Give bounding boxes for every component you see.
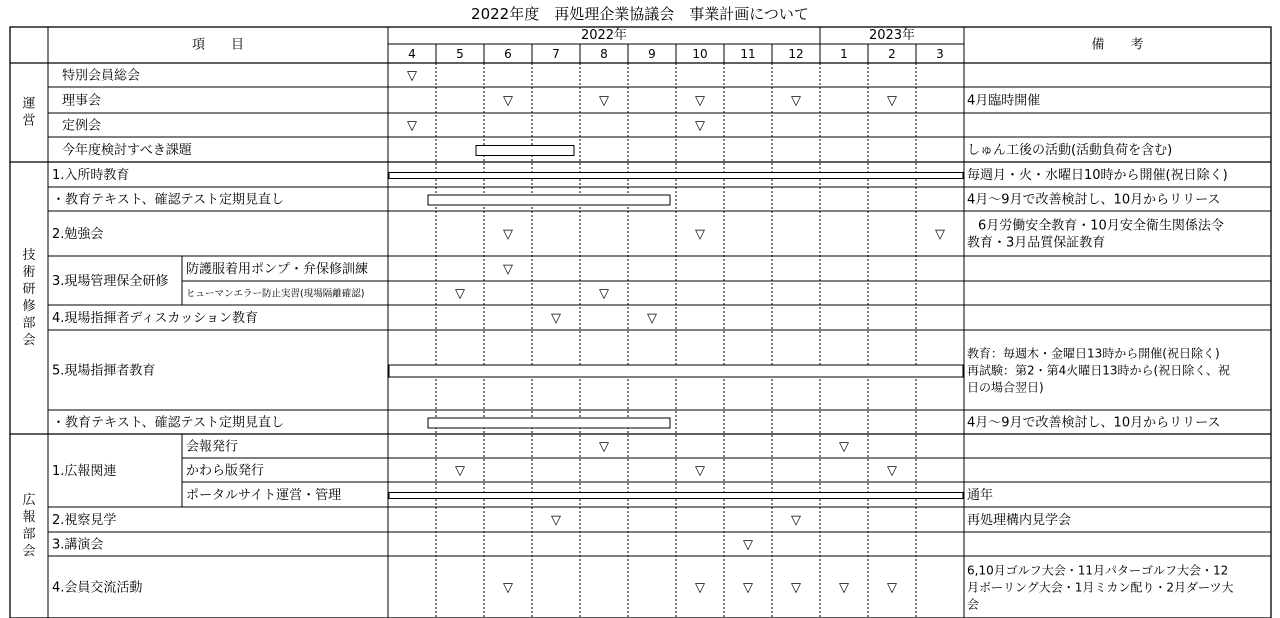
milestone-mark-10: ▽ [695, 463, 705, 479]
year-2023-label: 2023年 [868, 28, 916, 43]
row-sublabel: 会報発行 [186, 439, 239, 455]
milestone-mark-4: ▽ [407, 68, 417, 84]
milestone-mark-11: ▽ [743, 537, 753, 553]
month-label-10: 10 [692, 47, 708, 61]
row-sublabel: ポータルサイト運営・管理 [186, 488, 342, 503]
row-label: 2.勉強会 [52, 227, 104, 242]
group-label: 1.広報関連 [52, 464, 117, 479]
item-header: 項 目 [191, 37, 245, 53]
section-label-char: 研 [22, 282, 36, 297]
section-label-char: 会 [22, 333, 36, 348]
section-label-char: 会 [22, 544, 36, 559]
remarks-text: しゅん工後の活動(活動負荷を含む) [967, 143, 1173, 158]
milestone-mark-2: ▽ [887, 463, 897, 479]
milestone-mark-5: ▽ [455, 463, 465, 479]
schedule-bar-5-10 [428, 195, 670, 205]
milestone-mark-1: ▽ [839, 439, 849, 455]
milestone-mark-10: ▽ [695, 227, 705, 242]
schedule-bar-full-year [389, 173, 963, 179]
row-label: 今年度検討すべき課題 [62, 143, 192, 158]
milestone-mark-4: ▽ [407, 118, 417, 134]
row-label: 4.会員交流活動 [52, 580, 143, 596]
section-label-char: 営 [22, 113, 36, 129]
milestone-mark-7: ▽ [551, 311, 561, 326]
remarks-text: 日の場合翌日) [967, 380, 1044, 395]
remarks-text: 会 [967, 597, 980, 612]
milestone-mark-8: ▽ [599, 93, 609, 109]
milestone-mark-2: ▽ [887, 93, 897, 109]
section-label-char: 部 [22, 316, 36, 331]
milestone-mark-8: ▽ [599, 286, 609, 302]
page-title: 2022年度 再処理企業協議会 事業計画について [471, 5, 809, 23]
remarks-text: 月ボーリング大会・1月ミカン配り・2月ダーツ大 [967, 580, 1234, 595]
row-label: ・教育テキスト、確認テスト定期見直し [52, 415, 285, 431]
milestone-mark-5: ▽ [455, 286, 465, 302]
row-sublabel: かわら版発行 [186, 463, 265, 479]
row-label: 定例会 [62, 118, 102, 134]
year-2022-label: 2022年 [580, 28, 628, 43]
month-label-4: 4 [408, 47, 416, 61]
month-label-2: 2 [888, 47, 896, 61]
milestone-mark-8: ▽ [599, 439, 609, 455]
month-label-11: 11 [740, 47, 756, 61]
milestone-mark-12: ▽ [791, 93, 801, 109]
row-sublabel: ヒューマンエラー防止実習(現場隔離確認) [186, 288, 365, 300]
row-label: 理事会 [62, 93, 102, 109]
row-label: 4.現場指揮者ディスカッション教育 [52, 311, 258, 326]
row-label: ・教育テキスト、確認テスト定期見直し [52, 192, 285, 208]
remarks-text: 再試験：第2・第4火曜日13時から(祝日除く、祝 [967, 363, 1230, 378]
milestone-mark-1: ▽ [839, 580, 849, 596]
row-label: 特別会員総会 [62, 68, 141, 84]
section-label-char: 広 [22, 493, 36, 508]
section-label-char: 修 [22, 299, 36, 314]
remarks-text: 通年 [967, 488, 994, 503]
section-label-char: 部 [22, 527, 36, 542]
milestone-mark-3: ▽ [935, 227, 945, 242]
remarks-header: 備 考 [1091, 37, 1144, 53]
section-label-char: 技 [22, 248, 36, 263]
milestone-mark-7: ▽ [551, 513, 561, 528]
month-label-5: 5 [456, 47, 464, 61]
schedule-bar-5-10 [428, 418, 670, 428]
remarks-text: 毎週月・火・水曜日10時から開催(祝日除く) [967, 168, 1228, 183]
section-label-char: 術 [22, 265, 36, 280]
milestone-mark-9: ▽ [647, 311, 657, 326]
milestone-mark-10: ▽ [695, 93, 705, 109]
remarks-text: 6,10月ゴルフ大会・11月パターゴルフ大会・12 [967, 563, 1229, 578]
schedule-bar-full-year [389, 365, 963, 377]
milestone-mark-12: ▽ [791, 513, 801, 528]
row-label: 3.講演会 [52, 537, 104, 553]
month-label-8: 8 [600, 47, 608, 61]
remarks-text: 再処理構内見学会 [967, 513, 1072, 528]
month-label-9: 9 [648, 47, 656, 61]
milestone-mark-6: ▽ [503, 580, 513, 596]
remarks-text: 4月～9月で改善検討し、10月からリリース [967, 415, 1221, 431]
milestone-mark-2: ▽ [887, 580, 897, 596]
milestone-mark-6: ▽ [503, 262, 513, 277]
milestone-mark-10: ▽ [695, 118, 705, 134]
remarks-text: 教育：毎週木・金曜日13時から開催(祝日除く) [967, 346, 1220, 361]
milestone-mark-6: ▽ [503, 93, 513, 109]
month-label-6: 6 [504, 47, 512, 61]
month-label-7: 7 [552, 47, 560, 61]
month-label-3: 3 [936, 47, 944, 61]
row-label: 5.現場指揮者教育 [52, 363, 156, 379]
milestone-mark-12: ▽ [791, 580, 801, 596]
schedule-bar-6-8 [476, 146, 574, 156]
section-label-char: 報 [22, 510, 36, 525]
section-label-char: 運 [22, 96, 36, 112]
row-sublabel: 防護服着用ポンプ・弁保修訓練 [186, 262, 369, 277]
milestone-mark-6: ▽ [503, 227, 513, 242]
month-label-1: 1 [840, 47, 848, 61]
milestone-mark-11: ▽ [743, 580, 753, 596]
remarks-text: 4月～9月で改善検討し、10月からリリース [967, 192, 1221, 208]
remarks-text: 6月労働安全教育・10月安全衛生関係法令 [978, 218, 1224, 234]
month-label-12: 12 [788, 47, 804, 61]
row-label: 2.視察見学 [52, 513, 117, 528]
schedule-bar-full-year [389, 493, 963, 499]
milestone-mark-10: ▽ [695, 580, 705, 596]
remarks-text: 4月臨時開催 [967, 93, 1041, 109]
row-label: 1.入所時教育 [52, 168, 130, 183]
group-label: 3.現場管理保全研修 [52, 274, 169, 289]
remarks-text: 教育・3月品質保証教育 [967, 235, 1106, 251]
